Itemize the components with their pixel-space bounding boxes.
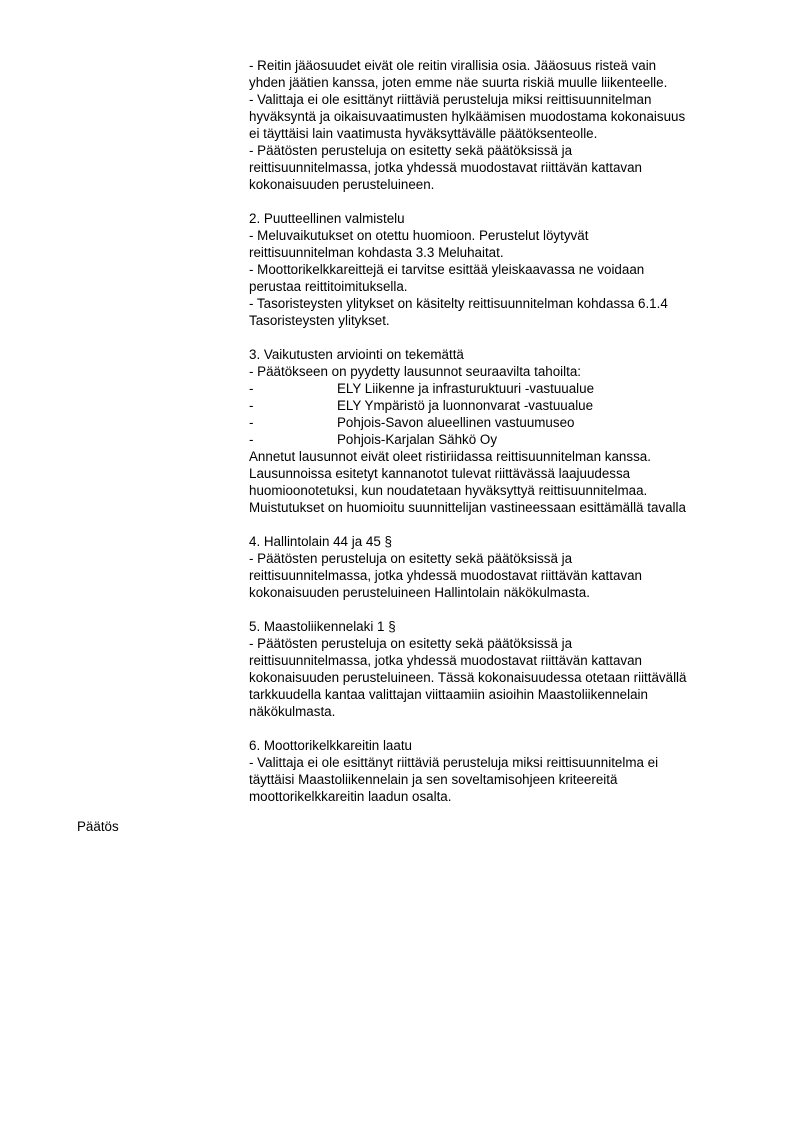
list-item-text: Pohjois-Karjalan Sähkö Oy: [337, 432, 498, 447]
text-line: Lausunnoissa esitetyt kannanotot tulevat riittävässä laajuudessa: [249, 466, 631, 481]
text-line: - Päätösten perusteluja on esitetty sekä päätöksissä ja: [249, 636, 573, 651]
text-line: - Valittaja ei ole esittänyt riittäviä perusteluja miksi reittisuunnitelma ei: [249, 755, 659, 770]
text-line: huomioonotetuksi, kun noudatetaan hyväksyttyä reittisuunnitelmaa.: [249, 483, 648, 498]
paragraph-gap: [249, 516, 789, 533]
section-4: [249, 533, 789, 601]
paragraph-gap: [249, 601, 789, 618]
text-line: - Päätösten perusteluja on esitetty sekä päätöksissä ja: [249, 143, 573, 158]
text-line: kokonaisuuden perusteluineen Hallintolain näkökulmasta.: [249, 585, 590, 600]
text-line: yhden jäätien kanssa, joten emme näe suurta riskiä muulle liikenteelle.: [249, 75, 668, 90]
paragraph-gap: [249, 329, 789, 346]
text-line: moottorikelkkareitin laadun osalta.: [249, 789, 452, 804]
list-item: [249, 397, 789, 414]
list-dash: -: [249, 432, 254, 447]
section-heading: 6. Moottorikelkkareitin laatu: [249, 738, 412, 753]
section-6: [249, 737, 789, 805]
text-line: - Reitin jääosuudet eivät ole reitin virallisia osia. Jääosuus risteä vain: [249, 58, 657, 73]
text-line: reittisuunnitelmassa, jotka yhdessä muodostavat riittävän kattavan: [249, 160, 642, 175]
section-3: [249, 346, 789, 516]
intro-section: [249, 57, 789, 193]
text-line: reittisuunnitelmassa, jotka yhdessä muodostavat riittävän kattavan: [249, 653, 642, 668]
text-line: reittisuunnitelmassa, jotka yhdessä muodostavat riittävän kattavan: [249, 568, 642, 583]
text-line: tarkkuudella kantaa valittajan viittaamiin asioihin Maastoliikennelain: [249, 687, 648, 702]
list-dash: -: [249, 381, 254, 396]
text-line: näkökulmasta.: [249, 704, 336, 719]
decision-label: Päätös: [77, 819, 119, 834]
text-line: Tasoristeysten ylitykset.: [249, 313, 390, 328]
text-line: - Päätösten perusteluja on esitetty sekä päätöksissä ja: [249, 551, 573, 566]
text-line: Annetut lausunnot eivät oleet ristiriidassa reittisuunnitelman kanssa.: [249, 449, 651, 464]
list-item: [249, 414, 789, 431]
text-line: reittisuunnitelman kohdasta 3.3 Meluhaitat.: [249, 245, 504, 260]
section-2: [249, 210, 789, 329]
text-line: - Meluvaikutukset on otettu huomioon. Perustelut löytyvät: [249, 228, 589, 243]
section-heading: 4. Hallintolain 44 ja 45 §: [249, 534, 392, 549]
list-item-text: Pohjois-Savon alueellinen vastuumuseo: [337, 415, 575, 430]
section-heading: 3. Vaikutusten arviointi on tekemättä: [249, 347, 464, 362]
list-item: [249, 431, 789, 448]
list-item-text: ELY Ympäristö ja luonnonvarat -vastuualue: [337, 398, 594, 413]
paragraph-gap: [249, 193, 789, 210]
list-dash: -: [249, 415, 254, 430]
text-line: hyväksyntä ja oikaisuvaatimusten hylkäämisen muodostama kokonaisuus: [249, 109, 686, 124]
section-heading: 2. Puutteellinen valmistelu: [249, 211, 405, 226]
list-dash: -: [249, 398, 254, 413]
list-item-text: ELY Liikenne ja infrasturuktuuri -vastuualue: [337, 381, 595, 396]
text-line: täyttäisi Maastoliikennelain ja sen soveltamisohjeen kriteereitä: [249, 772, 618, 787]
text-line: perustaa reittitoimituksella.: [249, 279, 408, 294]
paragraph-gap: [249, 720, 789, 737]
text-line: - Päätökseen on pyydetty lausunnot seuraavilta tahoilta:: [249, 364, 582, 379]
section-heading: 5. Maastoliikennelaki 1 §: [249, 619, 396, 634]
text-line: - Valittaja ei ole esittänyt riittäviä perusteluja miksi reittisuunnitelman: [249, 92, 652, 107]
text-line: kokonaisuuden perusteluineen. Tässä kokonaisuudessa otetaan riittävällä: [249, 670, 687, 685]
text-line: - Moottorikelkkareittejä ei tarvitse esittää yleiskaavassa ne voidaan: [249, 262, 645, 277]
text-line: - Tasoristeysten ylitykset on käsitelty reittisuunnitelman kohdassa 6.1.4: [249, 296, 668, 311]
text-line: kokonaisuuden perusteluineen.: [249, 177, 435, 192]
text-line: ei täyttäisi lain vaatimusta hyväksyttävälle päätöksenteolle.: [249, 126, 598, 141]
document-body: [249, 57, 789, 805]
text-line: Muistutukset on huomioitu suunnittelijan vastineessaan esittämällä tavalla: [249, 500, 686, 515]
section-5: [249, 618, 789, 720]
list-item: [249, 380, 789, 397]
